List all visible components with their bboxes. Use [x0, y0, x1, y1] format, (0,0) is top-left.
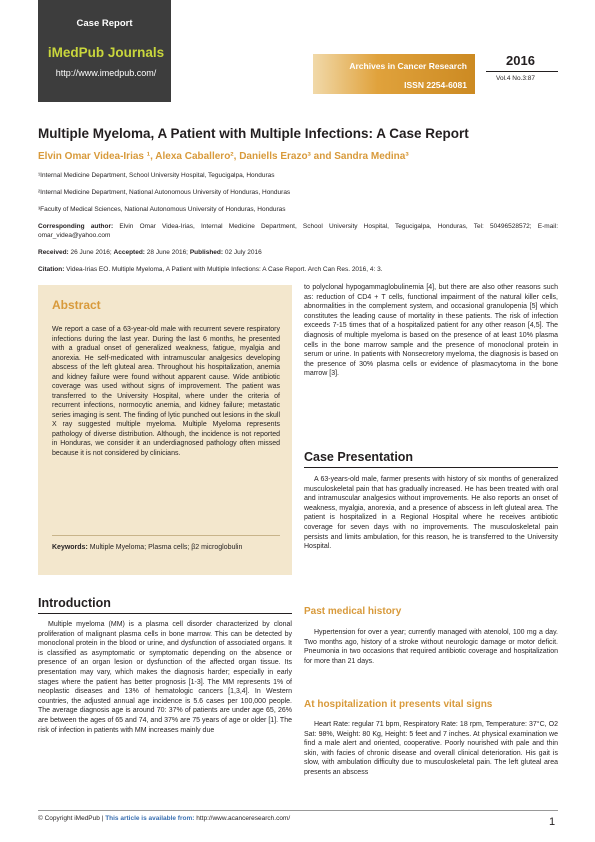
received-date: 26 June 2016;: [68, 249, 114, 256]
publication-year: 2016: [506, 53, 535, 68]
footer-url[interactable]: http://www.acanceresearch.com/: [194, 815, 291, 822]
keywords-text: Multiple Myeloma; Plasma cells; β2 microglobulin: [87, 544, 243, 551]
author-list: Elvin Omar Videa-Irias ¹, Alexa Caballero², Daniells Erazo³ and Sandra Medina³: [38, 151, 409, 162]
case-presentation-divider: [304, 467, 558, 468]
journal-title: Archives in Cancer Research: [349, 61, 467, 71]
vital-signs-text: Heart Rate: regular 71 bpm, Respiratory Rate: 18 rpm, Temperature: 37°C, O2 Sat: 98%, Weight: 80 Kg, Height: 5 feet and 7 inches. At physical examination we find a male alert and oriented, cooperative. Poorly nourished with pale and thin skin, with facies of chronic disease and overall clinical deterioration. His gait is slow, with ambulation difficulty due to musculoskeletal pain. The left gluteal area presents an abscess: [304, 721, 558, 776]
affiliation-1: ¹Internal Medicine Department, School University Hospital, Tegucigalpa, Honduras: [38, 172, 275, 179]
accepted-label: Accepted:: [113, 249, 145, 256]
introduction-heading: Introduction: [38, 596, 111, 610]
journal-name: iMedPub Journals: [47, 45, 165, 60]
abstract-divider: [52, 535, 280, 536]
case-presentation-heading: Case Presentation: [304, 450, 414, 464]
past-medical-history-heading: Past medical history: [304, 606, 402, 617]
footer-copyright: © Copyright iMedPub |: [38, 815, 106, 822]
abstract-text: We report a case of a 63-year-old male with recurrent severe respiratory infections during the last year. During the last 6 months, he presented with a gradual onset of generalized weakness, fatigue, myalgia and anorexia. He self-medicated with intramuscular analgesics developing abscess of the left gluteal area. Throughout his hospitalization, anemia and kidney failure were found without apparent cause. Wide antibiotic coverage was used without signs of improvement. The patient was transferred to the University Hospital, where under the criteria of recurrent infections, normocytic anemia, and kidney failure; metastatic series imaging is sent. The finding of lytic punched out lesions in the skull X ray suggested multiple myeloma. Multiple Myeloma represents pathology of diverse distribution. Although, the incidence is not reported in Honduras, we consider it an underdiagnosed pathology often missed because it is not considered by clinicians.: [52, 326, 280, 457]
introduction-divider: [38, 613, 292, 614]
journal-url[interactable]: http://www.imedpub.com/: [55, 68, 157, 78]
article-dates: [38, 249, 558, 258]
corresponding-label: Corresponding author:: [38, 223, 114, 230]
published-date: 02 July 2016: [223, 249, 262, 256]
past-medical-history-text: Hypertension for over a year; currently managed with atenolol, 100 mg a day. Two months ago, history of a stroke without neurologic damage or motor deficit. Pneumonia in two occasions that required antibiotic coverage and hospitalization for more than 21 days.: [304, 629, 558, 665]
journal-banner: [313, 54, 475, 94]
corresponding-author: [38, 223, 558, 240]
footer-availability: This article is available from:: [105, 815, 195, 822]
keywords-label: Keywords:: [52, 544, 88, 551]
keywords: [52, 543, 280, 553]
case-presentation-text: A 63-years-old male, farmer presents with history of six months of generalized musculoskeletal pain that has gradually increased. He has been treated with oral and intramuscular analgesics without improvements. He also reports an onset of weakness, myalgia, anorexia, and a presence of abscess in left gluteal area. The patient is hospitalized in a Regional Hospital where he receives antibiotic coverage for seven days with no improvements. The musculoskeletal pain persists and limits ambulation, for this reason, he is transferred to the University Hospital.: [304, 476, 558, 551]
paper-title: Multiple Myeloma, A Patient with Multiple Infections: A Case Report: [38, 126, 469, 141]
footer: [38, 815, 290, 822]
year-divider: [486, 71, 558, 72]
abstract-heading: Abstract: [52, 298, 101, 312]
citation-text: Videa-Irias EO. Multiple Myeloma, A Patient with Multiple Infections: A Case Report. Arch Can Res. 2016, 4: 3.: [64, 266, 383, 273]
introduction-text: Multiple myeloma (MM) is a plasma cell disorder characterized by clonal proliferation of malignant plasma cells in bone marrow. This can be detected by monoclonal protein in the blood or urine, and dysfunction of associated organs. It is classified as asymptomatic or symptomatic depending on the absence or presence of an organ lesion or dysfunction of the affected organ tissue. Its presentation may vary, which makes the diagnosis harder; especially in early stages where the patient has better prognosis [1-3]. The MM represents 1% of neoplastic diseases and 13% of hematologic cancers [1,3,4]. In Western countries, the adjusted annual age incidence is 5.6 cases per 100,000 people. The average diagnosis age is around 70: 37% of patients are under age 65, 26% are between the ages of 65 and 74, and 37% are 75 years of age or older [1]. The risk of infection in patients with MM increases mainly due: [38, 621, 292, 734]
footer-divider: [38, 810, 558, 811]
accepted-date: 28 June 2016;: [144, 249, 190, 256]
volume-issue: Vol.4 No.3:87: [496, 75, 536, 82]
section-label: Case Report: [76, 18, 133, 29]
page-number: 1: [549, 816, 556, 828]
citation: [38, 266, 558, 275]
received-label: Received:: [38, 249, 69, 256]
corresponding-text: Elvin Omar Videa-Irias, Internal Medicine Department, School University Hospital, Tegucigalpa, Honduras, Tel: 50496528572; E-mail: omar_videa@yahoo.com: [38, 223, 559, 239]
affiliation-3: ³Faculty of Medical Sciences, National Autonomous University of Honduras, Honduras: [38, 206, 286, 213]
citation-label: Citation:: [38, 266, 65, 273]
vital-signs-heading: At hospitalization it presents vital signs: [304, 699, 493, 710]
affiliation-2: ²Internal Medicine Department, National Autonomous University of Honduras, Honduras: [38, 189, 291, 196]
journal-issn: ISSN 2254-6081: [404, 80, 467, 90]
continued-text: to polyclonal hypogammaglobulinemia [4], but there are also other reasons such as: reduction of CD4 + T cells, functional impairment of the natural killer cells, abnormalities in the complement system, and occasional granulopenia [5] which constitutes the leading cause of mortality in these patients. The risk of infection exceeds 7-15 times that of a hospitalized patient for any other reason [4,5]. The diagnosis of multiple myeloma is based on the presence of at least 10% plasma cells in the bone marrow sample and the presence of monoclonal protein in serum or urine. In patients with Nonsecretory myeloma, the diagnosis is based on the presence of 30% plasma cells or evidence of plasmacytoma in the bone marrow [3].: [304, 284, 558, 378]
published-label: Published:: [189, 249, 224, 256]
abstract-box: [38, 285, 292, 575]
journal-brand-box: [38, 0, 171, 102]
